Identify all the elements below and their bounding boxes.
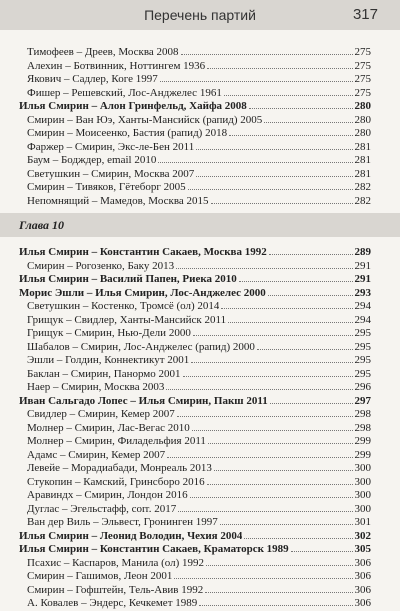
game-entry — [19, 353, 371, 367]
dot-leader — [264, 113, 352, 123]
game-title: Непомнящий – Мамедов, Москва 2015 — [27, 194, 209, 207]
game-entry — [19, 113, 371, 127]
dot-leader — [268, 286, 353, 296]
dot-leader — [211, 194, 353, 204]
dot-leader — [199, 596, 352, 606]
game-page-number: 291 — [354, 259, 371, 272]
game-title: Светушкин – Смирин, Москва 2007 — [27, 167, 195, 180]
game-entry — [19, 180, 371, 194]
game-page-number: 298 — [354, 421, 371, 434]
dot-leader — [192, 421, 353, 431]
dot-leader — [178, 502, 352, 512]
game-entry — [19, 59, 371, 73]
game-title: Свидлер – Смирин, Кемер 2007 — [27, 408, 175, 420]
game-entry — [19, 434, 371, 448]
game-entry — [19, 556, 371, 570]
game-page-number: 306 — [354, 570, 371, 582]
dot-leader — [177, 407, 353, 417]
game-title: Адамс – Смирин, Кемер 2007 — [27, 448, 166, 461]
game-page-number: 295 — [354, 367, 371, 380]
game-title: Псахис – Каспаров, Манила (ол) 1992 — [27, 556, 205, 569]
game-entry — [19, 86, 371, 100]
game-entry — [19, 167, 371, 181]
game-page-number: 294 — [354, 313, 371, 326]
games-section-chapter-10 — [19, 245, 371, 610]
dot-leader — [166, 380, 352, 390]
game-page-number: 275 — [354, 73, 371, 85]
dot-leader — [193, 326, 353, 336]
game-title: Молнер – Смирин, Лас-Вегас 2010 — [27, 421, 190, 434]
dot-leader — [239, 272, 353, 282]
game-page-number: 280 — [354, 113, 371, 126]
game-entry — [19, 475, 371, 489]
game-page-number: 291 — [354, 273, 371, 285]
game-page-number: 280 — [354, 100, 371, 112]
game-page-number: 306 — [354, 556, 371, 569]
game-title: Баум – Бодждер, email 2010 — [27, 154, 157, 166]
dot-leader — [183, 367, 353, 377]
featured-game-entry — [19, 286, 371, 300]
game-title: Стукопин – Камский, Гринсборо 2016 — [27, 475, 205, 488]
dot-leader — [196, 167, 352, 177]
game-title: Якович – Садлер, Коге 1997 — [27, 73, 158, 85]
game-page-number: 302 — [354, 529, 371, 542]
dot-leader — [220, 515, 353, 525]
featured-game-entry — [19, 394, 371, 408]
game-entry — [19, 448, 371, 462]
game-title: Илья Смирин – Константин Сакаев, Москва 1992 — [19, 246, 267, 258]
dot-leader — [167, 448, 352, 458]
dot-leader — [228, 313, 352, 323]
game-title: Тимофеев – Дреев, Москва 2008 — [27, 46, 179, 58]
game-entry — [19, 153, 371, 167]
game-page-number: 298 — [354, 408, 371, 420]
featured-game-entry — [19, 529, 371, 543]
dot-leader — [181, 45, 353, 55]
page-number: 317 — [352, 6, 378, 23]
dot-leader — [207, 59, 352, 69]
game-page-number: 295 — [354, 354, 371, 366]
game-title: Эшли – Голдин, Коннектикут 2001 — [27, 354, 190, 366]
game-page-number: 300 — [354, 489, 371, 501]
dot-leader — [188, 180, 353, 190]
game-index-list — [19, 45, 371, 610]
dot-leader — [291, 542, 353, 552]
dot-leader — [206, 556, 352, 566]
game-entry — [19, 488, 371, 502]
game-page-number: 293 — [354, 286, 371, 299]
game-title: Фаржер – Смирин, Экс-ле-Бен 2011 — [27, 140, 195, 153]
games-section-chapter-9 — [19, 45, 371, 207]
game-entry — [19, 299, 371, 313]
game-title: Смирин – Гофштейн, Тель-Авив 1992 — [27, 583, 204, 596]
game-title: А. Ковалев – Эндерс, Кечкемет 1989 — [27, 597, 198, 609]
chapter-title: Глава 10 — [19, 218, 65, 232]
game-title: Морис Эшли – Илья Смирин, Лос-Анджелес 2000 — [19, 286, 266, 299]
game-page-number: 289 — [354, 246, 371, 258]
game-title: Илья Смирин – Константин Сакаев, Краматорск 1989 — [19, 543, 289, 555]
game-page-number: 300 — [354, 462, 371, 474]
running-title: Перечень партий — [144, 7, 256, 23]
game-title: Баклан – Смирин, Панормо 2001 — [27, 367, 181, 380]
game-entry — [19, 380, 371, 394]
game-page-number: 301 — [354, 516, 371, 528]
game-title: Смирин – Рогозенко, Баку 2013 — [27, 259, 175, 272]
dot-leader — [229, 126, 352, 136]
game-title: Илья Смирин – Василий Папен, Риека 2010 — [19, 273, 237, 285]
game-title: Светушкин – Костенко, Тромсё (ол) 2014 — [27, 300, 220, 312]
game-title: Смирин – Гашимов, Леон 2001 — [27, 570, 173, 582]
dot-leader — [158, 153, 352, 163]
game-page-number: 280 — [354, 127, 371, 139]
game-entry — [19, 140, 371, 154]
game-page-number: 275 — [354, 86, 371, 99]
game-entry — [19, 45, 371, 59]
dot-leader — [160, 72, 353, 82]
game-entry — [19, 569, 371, 583]
dot-leader — [257, 340, 353, 350]
game-title: Смирин – Тивяков, Гётеборг 2005 — [27, 181, 186, 193]
dot-leader — [221, 299, 352, 309]
game-title: Грищук – Свидлер, Ханты-Мансийск 2011 — [27, 313, 227, 326]
game-entry — [19, 367, 371, 381]
game-entry — [19, 126, 371, 140]
game-page-number: 281 — [354, 167, 371, 180]
dot-leader — [249, 99, 353, 109]
game-page-number: 281 — [354, 140, 371, 153]
dot-leader — [214, 461, 353, 471]
dot-leader — [270, 394, 353, 404]
game-entry — [19, 502, 371, 516]
featured-game-entry — [19, 272, 371, 286]
game-page-number: 299 — [354, 435, 371, 447]
game-title: Иван Сальгадо Лопес – Илья Смирин, Пакш 2011 — [19, 394, 268, 407]
game-page-number: 305 — [354, 543, 371, 555]
dot-leader — [191, 353, 352, 363]
game-title: Смирин – Моисеенко, Бастия (рапид) 2018 — [27, 127, 228, 139]
dot-leader — [205, 583, 352, 593]
game-entry — [19, 596, 371, 610]
game-page-number: 294 — [354, 300, 371, 312]
game-title: Дуглас – Эгельстафф, corr. 2017 — [27, 502, 177, 515]
game-title: Аравиндх – Смирин, Лондон 2016 — [27, 489, 188, 501]
game-page-number: 300 — [354, 502, 371, 515]
game-page-number: 282 — [354, 194, 371, 207]
game-entry — [19, 259, 371, 273]
game-entry — [19, 194, 371, 208]
dot-leader — [196, 140, 352, 150]
dot-leader — [174, 569, 352, 579]
dot-leader — [207, 475, 353, 485]
game-title: Смирин – Ван Юэ, Ханты-Мансийск (рапид) 2005 — [27, 113, 263, 126]
game-page-number: 306 — [354, 583, 371, 596]
game-title: Левейе – Морадиабади, Монреаль 2013 — [27, 462, 212, 474]
game-entry — [19, 421, 371, 435]
game-entry — [19, 313, 371, 327]
game-page-number: 296 — [354, 381, 371, 393]
game-page-number: 299 — [354, 448, 371, 461]
page-header — [0, 0, 400, 30]
dot-leader — [208, 434, 353, 444]
game-title: Ван дер Виль – Эльвест, Гронинген 1997 — [27, 516, 218, 528]
game-page-number: 300 — [354, 475, 371, 488]
featured-game-entry — [19, 99, 371, 113]
dot-leader — [190, 488, 353, 498]
game-page-number: 297 — [354, 394, 371, 407]
chapter-heading-band — [0, 213, 400, 237]
game-title: Грищук – Смирин, Нью-Дели 2000 — [27, 327, 191, 339]
dot-leader — [244, 529, 352, 539]
dot-leader — [224, 86, 353, 96]
featured-game-entry — [19, 245, 371, 259]
game-entry — [19, 461, 371, 475]
game-entry — [19, 326, 371, 340]
game-page-number: 295 — [354, 327, 371, 339]
game-entry — [19, 515, 371, 529]
game-title: Илья Смирин – Алон Гринфельд, Хайфа 2008 — [19, 100, 247, 112]
game-title: Фишер – Решевский, Лос-Анджелес 1961 — [27, 86, 222, 99]
game-page-number: 275 — [354, 59, 371, 72]
game-page-number: 306 — [354, 597, 371, 609]
dot-leader — [176, 259, 352, 269]
game-page-number: 295 — [354, 340, 371, 353]
game-entry — [19, 583, 371, 597]
game-title: Наер – Смирин, Москва 2003 — [27, 381, 165, 393]
game-title: Шабалов – Смирин, Лос-Анджелес (рапид) 2000 — [27, 340, 255, 353]
game-title: Молнер – Смирин, Филадельфия 2011 — [27, 435, 206, 447]
game-title: Алехин – Ботвинник, Ноттингем 1936 — [27, 59, 206, 72]
game-entry — [19, 340, 371, 354]
game-page-number: 282 — [354, 181, 371, 193]
game-title: Илья Смирин – Леонид Володин, Чехия 2004 — [19, 529, 243, 542]
game-page-number: 275 — [354, 46, 371, 58]
game-entry — [19, 407, 371, 421]
featured-game-entry — [19, 542, 371, 556]
dot-leader — [269, 245, 353, 255]
game-entry — [19, 72, 371, 86]
game-page-number: 281 — [354, 154, 371, 166]
